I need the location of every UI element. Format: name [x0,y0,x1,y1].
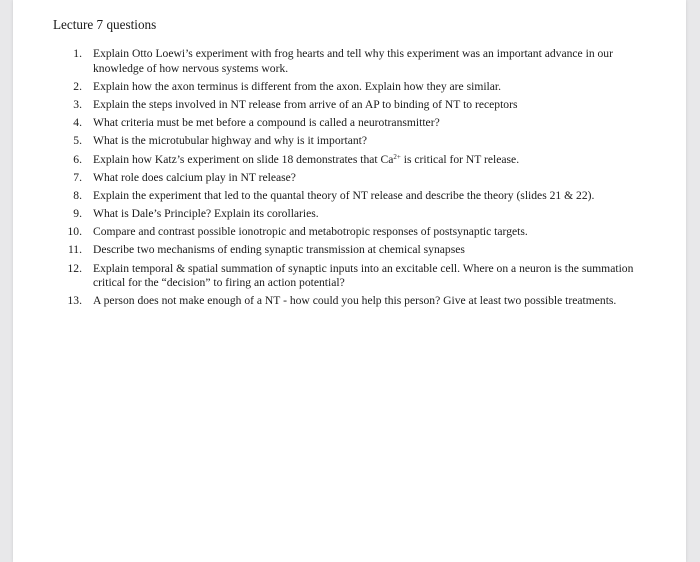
question-number: 3. [73,97,82,111]
question-text: Explain temporal & spatial summation of synaptic inputs into an excitable cell. Where on a neuron is the summation critical for the “decision” to firing an action potential? [93,261,634,290]
question-number: 4. [73,116,82,130]
question-text-part: Explain how Katz’s experiment on slide 18 demonstrates that Ca [93,152,394,166]
list-item [61,153,651,168]
question-number: 12. [67,261,82,275]
list-item [61,243,651,258]
list-item [61,171,651,186]
list-item [61,80,651,95]
list-item [61,207,651,222]
list-item [61,47,651,76]
question-number: 2. [73,79,82,93]
question-number: 7. [73,170,82,184]
question-number: 10. [67,225,82,239]
question-number: 13. [67,294,82,308]
question-text: Explain how the axon terminus is different from the axon. Explain how they are similar. [93,79,502,93]
question-number: 8. [73,188,82,202]
question-number: 11. [67,243,82,257]
question-number: 6. [73,152,82,166]
question-text-part: is critical for NT release. [400,152,520,166]
page-title: Lecture 7 questions [53,17,157,32]
calcium-charge-superscript: 2+ [393,152,401,161]
question-text: What criteria must be met before a compound is called a neurotransmitter? [93,116,440,130]
question-text: What role does calcium play in NT release? [93,170,296,184]
question-text: Compare and contrast possible ionotropic and metabotropic responses of postsynaptic targets. [93,225,528,239]
list-item [61,134,651,149]
question-text: A person does not make enough of a NT - how could you help this person? Give at least two possible treatments. [93,294,617,308]
list-item [61,294,651,309]
list-item [61,262,651,291]
list-item [61,225,651,240]
question-text: What is Dale’s Principle? Explain its corollaries. [93,207,319,221]
question-text: Explain the steps involved in NT release from arrive of an AP to binding of NT to receptors [93,97,518,111]
list-item [61,116,651,131]
question-text [93,153,519,166]
document-page [13,0,686,562]
question-text: Explain the experiment that led to the quantal theory of NT release and describe the theory (slides 21 & 22). [93,188,595,202]
question-text: Describe two mechanisms of ending synaptic transmission at chemical synapses [93,243,465,257]
question-number: 1. [73,47,82,60]
question-list [61,47,651,313]
list-item [61,98,651,113]
question-number: 9. [73,207,82,221]
question-text: Explain Otto Loewi’s experiment with frog hearts and tell why this experiment was an important advance in our knowledge of how nervous systems work. [93,47,613,75]
list-item [61,189,651,204]
question-text: What is the microtubular highway and why is it important? [93,134,368,148]
question-number: 5. [73,134,82,148]
